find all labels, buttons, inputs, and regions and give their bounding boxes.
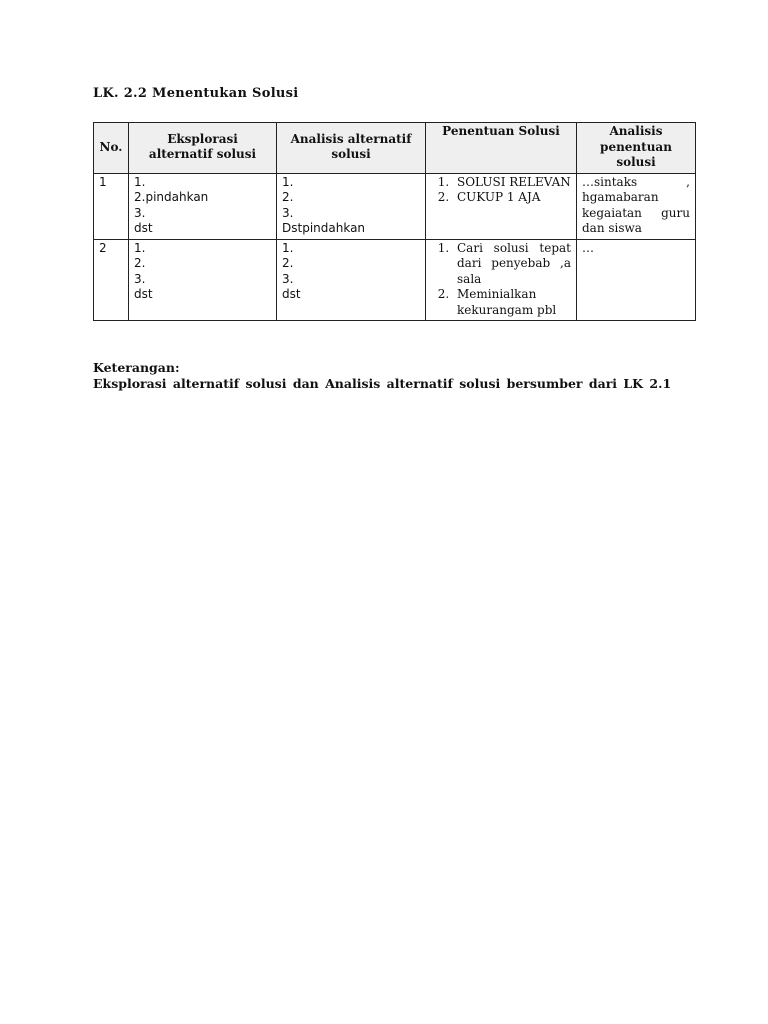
list-item: 1. Cari solusi tepat dari penyebab ,a sala [453,241,571,288]
list-item: 2. Meminialkan kekurangam pbl [453,287,571,318]
list-item: 3. [134,271,146,286]
table-row [94,239,696,321]
list-item: 1. [134,174,146,189]
list-item: 1. SOLUSI RELEVAN [453,175,571,191]
list-item: 1. [282,240,294,255]
list-item: dst [282,287,301,301]
cell-analisis-penentuan: …sintaks , hgamabaran kegaiatan guru dan siswa [577,173,696,239]
header-penentuan: Penentuan Solusi [426,123,577,174]
list-item: Dstpindahkan [282,221,366,235]
list-item: 2. [282,256,294,270]
cell-analisis [277,173,426,239]
list-item: 3. [134,205,146,220]
header-analisis: Analisis alternatif solusi [277,123,426,174]
list-item: 2. [134,256,146,270]
table-row [94,173,696,239]
solution-table [93,122,696,321]
list-item: dst [134,287,153,301]
header-no: No. [94,123,129,174]
cell-eksplorasi [129,239,277,321]
cell-no: 2 [94,239,129,321]
header-analisis-penentuan: Analisis penentuan solusi [577,123,696,174]
list-item: dst [134,221,153,235]
notes-section [93,360,675,392]
list-item: 2. CUKUP 1 AJA [453,190,571,206]
cell-analisis [277,239,426,321]
list-item: 3. [282,271,294,286]
cell-analisis-penentuan: … [577,239,696,321]
cell-penentuan [426,239,577,321]
list-item: 1. [134,240,146,255]
header-eksplorasi: Eksplorasi alternatif solusi [129,123,277,174]
cell-penentuan [426,173,577,239]
cell-no: 1 [94,173,129,239]
document-title: LK. 2.2 Menentukan Solusi [93,86,299,101]
notes-text: Eksplorasi alternatif solusi dan Analisis alternatif solusi bersumber dari LK 2.1 [93,376,672,391]
list-item: 3. [282,205,294,220]
table-header-row [94,123,696,174]
cell-eksplorasi [129,173,277,239]
notes-heading: Keterangan: [93,360,180,375]
list-item: 2. [282,190,294,204]
list-item: 2.pindahkan [134,190,209,204]
list-item: 1. [282,174,294,189]
